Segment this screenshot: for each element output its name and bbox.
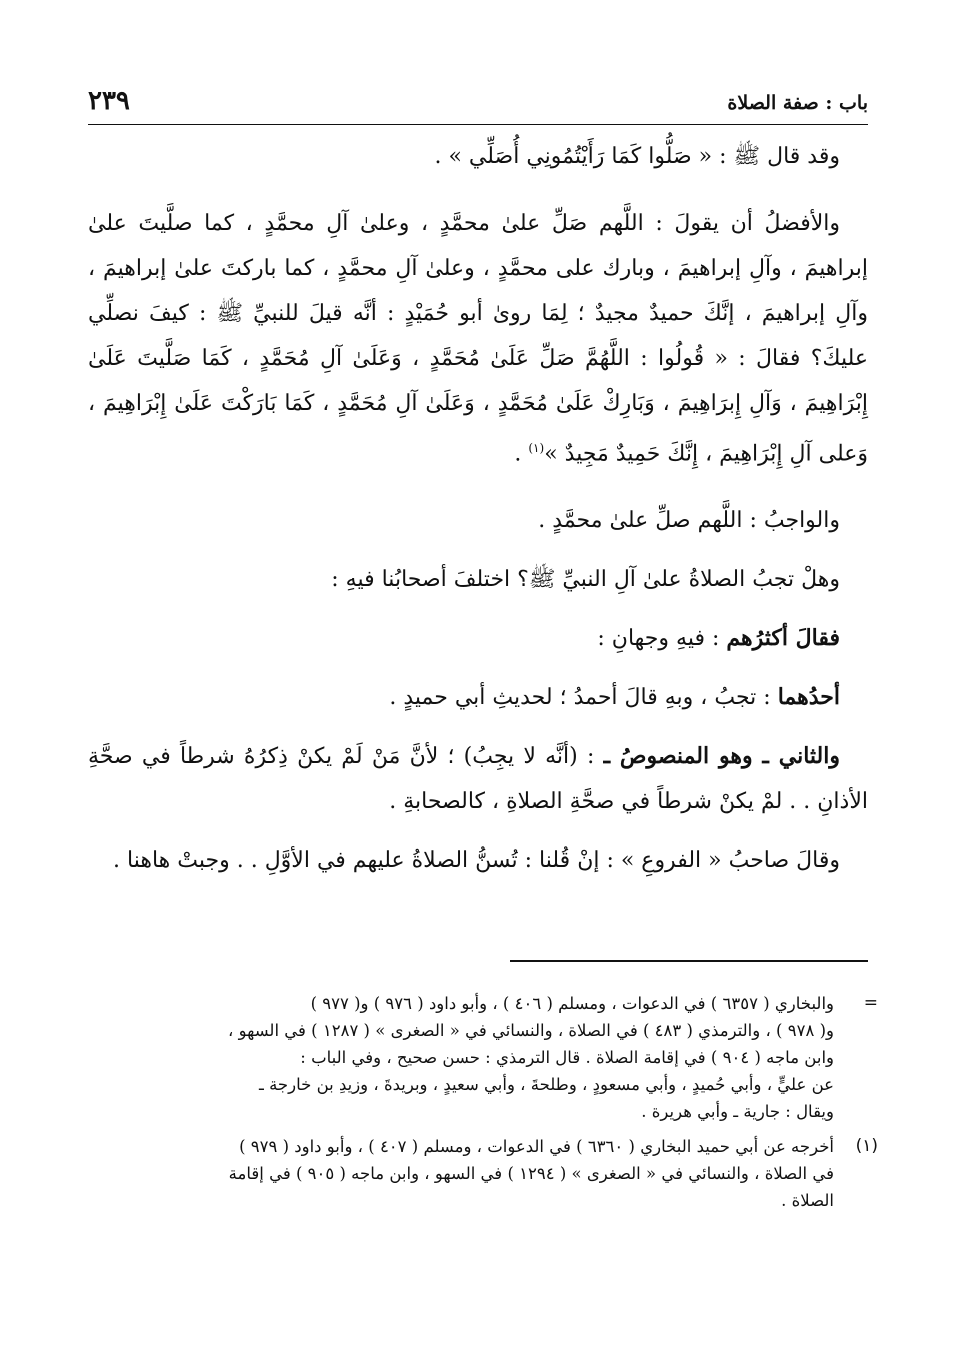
header-divider [88, 124, 868, 125]
paragraph-first-view-lead: أحدُهما [777, 684, 840, 711]
paragraph-second-view-lead: والثاني ـ وهو المنصوصُ ـ [603, 743, 840, 770]
footnote-ref-1: (١) [528, 441, 545, 455]
paragraph-majority-lead: فقالَ أكثرُهم [726, 625, 840, 652]
main-text [88, 134, 868, 897]
footnote-line: وابن ماجه ( ٩٠٤ ) في إقامة الصلاة . قال الترمذي : حسن صحيح ، وفي الباب : [300, 1048, 834, 1067]
page-header [88, 86, 868, 120]
footnote-line: و( ٩٧٨ ) ، والترمذي ( ٤٨٣ ) في الصلاة ، والنسائي في « الصغرى » ( ١٢٨٧ ) في السهو ، [228, 1021, 834, 1040]
paragraph-obligatory: والواجبُ : اللَّهم صلِّ علىٰ محمَّدٍ . [538, 508, 840, 534]
footnote-line: الصلاة . [781, 1191, 834, 1210]
chapter-title: باب : صفة الصلاة [727, 92, 868, 114]
footnote-1 [88, 1133, 878, 1214]
paragraph-hadith-quote: وقد قال ﷺ : « صَلُّوا كَمَا رَأَيْتُمُونِي أُصَلِّي » . [434, 144, 840, 169]
page-number: ٢٣٩ [88, 86, 130, 116]
paragraph-furu: وقالَ صاحبُ « الفروعِ » : إنْ قُلنا : تُسنُّ الصلاةُ عليهم في الأوَّلِ . . وجبتْ هاهنا . [113, 848, 840, 874]
footnotes [88, 990, 878, 1222]
paragraph-best-form [88, 201, 868, 476]
footnote-continuation [88, 990, 878, 1125]
paragraph-question: وهلْ تجبُ الصلاةُ علىٰ آلِ النبيِّ ﷺ؟ اختلفَ أصحابُنا فيهِ : [331, 567, 840, 593]
paragraph-majority [88, 616, 868, 661]
paragraph-first-view-text: : تجبُ ، وبهِ قالَ أحمدُ ؛ لحديثِ أبي حميدٍ . [389, 685, 778, 711]
footnote-divider [510, 960, 868, 962]
footnote-1-mark: (١) [855, 1136, 878, 1156]
paragraph-second-view [88, 734, 868, 824]
footnote-line: في الصلاة ، والنسائي في « الصغرى » ( ١٢٩٤ ) في السهو ، وابن ماجه ( ٩٠٥ ) في إقامة [228, 1164, 834, 1183]
paragraph-second-view-text: : (أنَّه لا يجِبُ) ؛ لأنَّ مَنْ لَمْ يكنْ ذِكرُهُ شرطاً في صحَّةِ الأذانِ . . لمْ يكنْ شرطاً في صحَّةِ الصلاةِ ، كالصحابةِ . [88, 744, 868, 815]
footnote-line: والبخاري ( ٦٣٥٧ ) في الدعوات ، ومسلم ( ٤٠٦ ) ، وأبو داود ( ٩٧٦ ) و( ٩٧٧ ) [310, 994, 834, 1013]
paragraph-best-form-end: . [514, 441, 529, 467]
paragraph-best-form-text: والأفضلُ أن يقولَ : اللَّهم صَلِّ علىٰ محمَّدٍ ، وعلىٰ آلِ محمَّدٍ ، كما صلَّيتَ علىٰ إبراهيمَ ، وآلِ إبراهيمَ ، وبارك على محمَّدٍ ، وعلىٰ آلِ محمَّدٍ ، كما باركتَ علىٰ إبراهيمَ ، وآلِ إبراهيمَ ، إنَّكَ حميدٌ مجيدٌ ؛ لِمَا روىٰ أبو حُمَيْدٍ : أنَّه قيلَ للنبيِّ ﷺ : كيفَ نصلِّي عليكَ؟ فقالَ : « قُولُوا : اللَّهُمَّ صَلِّ عَلَىٰ مُحَمَّدٍ ، وَعَلَىٰ آلِ مُحَمَّدٍ ، كَمَا صَلَّيتَ عَلَىٰ إِبْرَاهِيمَ ، وَآلِ إِبرَاهِيمَ ، وَبَارِكْ عَلَىٰ مُحَمَّدٍ ، وَعَلَىٰ آلِ مُحَمَّدٍ ، كَمَا بَارَكْتَ عَلَىٰ إِبْرَاهِيمَ ، وَعلى آلِ إِبْرَاهِيمَ ، إِنَّكَ حَمِيدٌ مَجِيدٌ » [88, 211, 869, 467]
footnote-line: عن عليٍّ ، وأبي حُميدٍ ، وأبي مسعودٍ ، وطلحةَ ، وأبي سعيدٍ ، وبريدةَ ، وزيدِ بن خارجة ـ [259, 1075, 834, 1094]
paragraph-first-view [88, 675, 868, 720]
paragraph-majority-text: : فيهِ وجهانِ : [597, 626, 727, 652]
footnote-line: ويقال : جارية ـ وأبي هريرة . [641, 1102, 834, 1121]
footnote-continuation-mark: = [863, 993, 878, 1013]
footnote-line: أخرجه عن أبي حميد البخاري ( ٦٣٦٠ ) في الدعوات ، ومسلم ( ٤٠٧ ) ، وأبو داود ( ٩٧٩ ) [239, 1137, 834, 1156]
